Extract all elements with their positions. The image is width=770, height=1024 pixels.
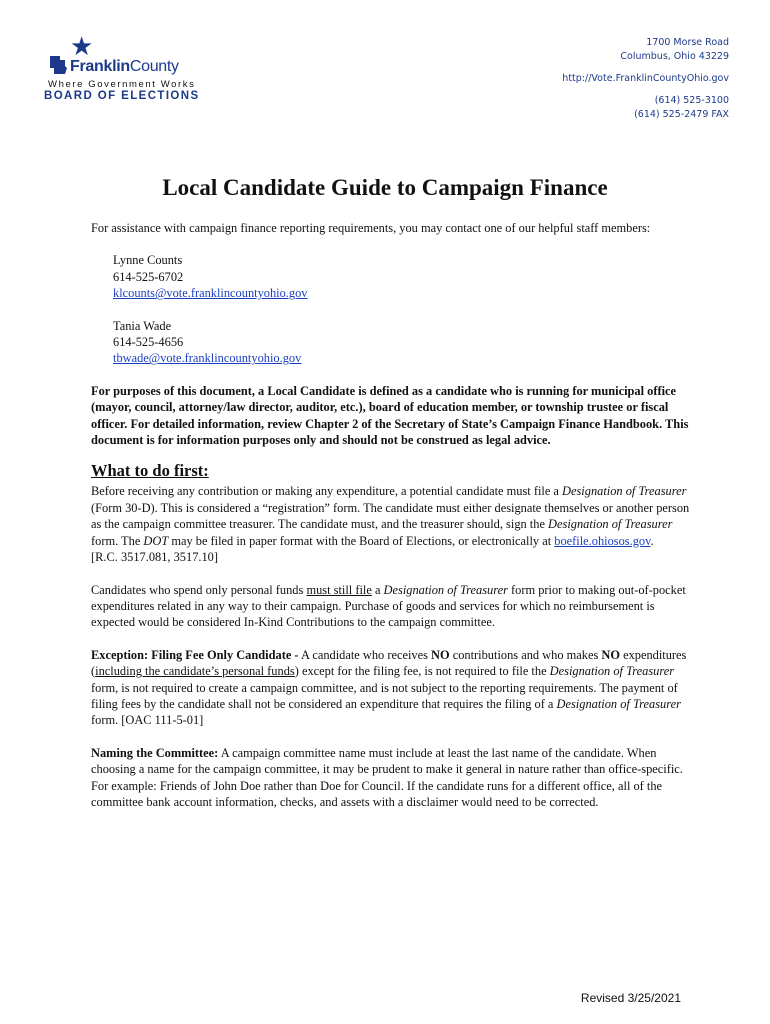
- website-link[interactable]: http://Vote.FranklinCountyOhio.gov: [562, 73, 729, 84]
- intro-paragraph: For assistance with campaign finance reporting requirements, you may contact one of our helpful staff members:: [91, 221, 651, 235]
- staff-phone: 614-525-6702: [113, 269, 184, 284]
- county-map-icon: [48, 54, 68, 76]
- document-body: [91, 220, 691, 810]
- staff-phone: 614-525-4656: [113, 335, 184, 350]
- staff-email-link[interactable]: tbwade@vote.franklincountyohio.gov: [113, 351, 302, 366]
- contact-block: [562, 36, 729, 122]
- definition-paragraph: For purposes of this document, a Local Candidate is defined as a candidate who is running for municipal office (mayor, council, attorney/law director, auditor, etc.), board of education member, or township trustee or fiscal officer. For detailed information, review Chapter 2 of the Secretary of State’s Campaign Finance Handbook. This document is for information purposes only and should not be construed as legal advice.: [91, 383, 689, 448]
- star-icon: ★: [70, 32, 94, 62]
- phone-number: (614) 525-3100: [654, 95, 729, 106]
- logo-county-name: FranklinCounty: [70, 58, 179, 75]
- section-heading: What to do first:: [91, 461, 209, 481]
- citation: [R.C. 3517.081, 3517.10]: [91, 550, 219, 565]
- page-title: Local Candidate Guide to Campaign Finance: [162, 175, 608, 200]
- logo-tagline: Where Government Works: [48, 79, 196, 90]
- boefile-link[interactable]: boefile.ohiosos.gov: [554, 533, 651, 548]
- designation-paragraph: Before receiving any contribution or making any expenditure, a potential candidate must file a Designation of Treasurer (Form 30-D). This is considered a “registration” form. The candidate must either designate themselves or another person as the campaign committee treasurer. The candidate must, and the treasurer should, sign the Designation of Treasurer form. The DOT may be filed in paper format with the Board of Elections, or electronically at boefile.ohiosos.gov. [R.C. 3517.081, 3517.10]: [91, 484, 690, 565]
- staff-email-link[interactable]: klcounts@vote.franklincountyohio.gov: [113, 286, 308, 301]
- naming-committee-paragraph: Naming the Committee: A campaign committee name must include at least the last name of the candidate. When choosing a name for the campaign committee, it may be prudent to make it general in nature rather than office-specific. For example: Friends of John Doe rather than Doe for Council. If the candidate runs for a different office, all of the committee bank account information, checks, and assets with a disclaimer would need to be corrected.: [91, 745, 683, 809]
- exception-paragraph: Exception: Filing Fee Only Candidate - A candidate who receives NO contributions and who makes NO expenditures (including the candidate’s personal funds) except for the filing fee, is not required to file the Designation of Treasurer form, is not required to create a campaign committee, and is not subject to the reporting requirements. The payment of filing fees by the candidate shall not be considered an expenditure that requires the filing of a Designation of Treasurer form. [OAC 111-5-01]: [91, 647, 687, 728]
- fax-number: (614) 525-2479 FAX: [634, 109, 729, 120]
- staff-contact: [113, 318, 691, 367]
- board-of-elections-label: BOARD OF ELECTIONS: [44, 90, 200, 102]
- personal-funds-paragraph: Candidates who spend only personal funds must still file a Designation of Treasurer form prior to making out-of-pocket expenditures related in any way to their campaign. Purchase of goods and services for which no reimbursement is expected would be considered In-Kind Contributions to the campaign committee.: [91, 582, 686, 630]
- address-line-1: 1700 Morse Road: [646, 37, 729, 48]
- revision-date: Revised 3/25/2021: [580, 991, 681, 1005]
- staff-name: Tania Wade: [113, 318, 172, 333]
- address-line-2: Columbus, Ohio 43229: [620, 51, 729, 62]
- staff-name: Lynne Counts: [113, 253, 183, 268]
- staff-contact: [113, 252, 691, 301]
